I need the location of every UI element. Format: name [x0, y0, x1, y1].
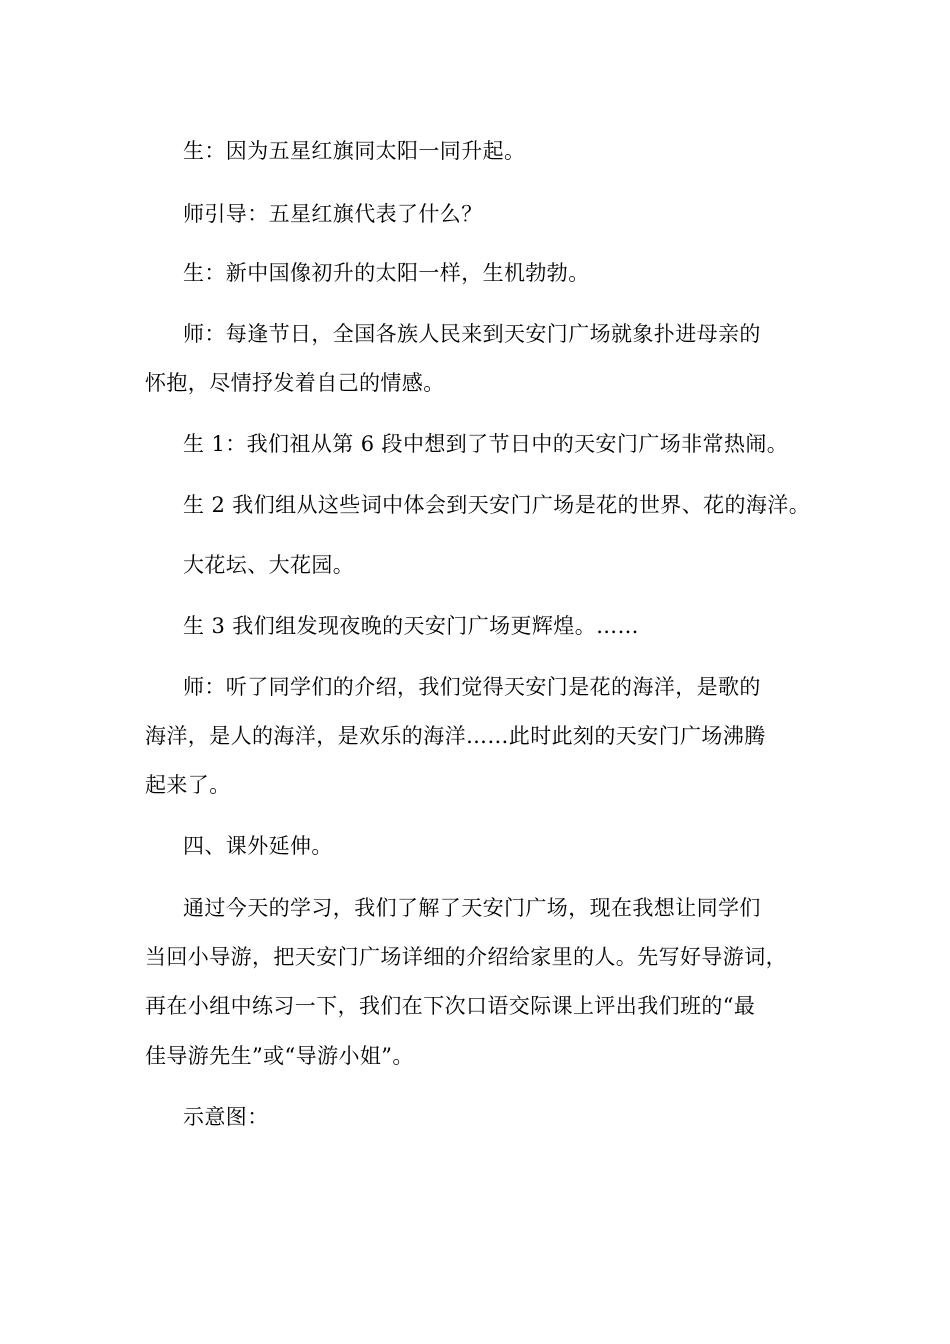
text-line-teacher-question: 师引导：五星红旗代表了什么？ — [183, 202, 483, 226]
section-heading-extension: 四、课外延伸。 — [183, 834, 333, 858]
text-line-student-3: 生 3 我们组发现夜晚的天安门广场更辉煌。…… — [183, 614, 639, 638]
text-line-teacher-summary: 师：听了同学们的介绍，我们觉得天安门是花的海洋，是歌的 — [183, 675, 761, 699]
text-line-flower-garden: 大花坛、大花园。 — [183, 553, 355, 577]
text-line-teacher-festival-cont: 怀抱，尽情抒发着自己的情感。 — [145, 371, 445, 395]
text-line-student-2: 生 2 我们组从这些词中体会到天安门广场是花的世界、花的海洋。 — [183, 493, 811, 517]
text-line-teacher-festival: 师：每逢节日，全国各族人民来到天安门广场就象扑进母亲的 — [183, 322, 761, 346]
text-line-student-1: 生 1：我们祖从第 6 段中想到了节日中的天安门广场非常热闹。 — [183, 432, 789, 456]
text-line-student-answer-china: 生：新中国像初升的太阳一样，生机勃勃。 — [183, 261, 590, 285]
text-line-homework-cont-2: 再在小组中练习一下，我们在下次口语交际课上评出我们班的“最 — [145, 994, 756, 1018]
text-line-teacher-summary-end: 起来了。 — [145, 773, 231, 797]
text-line-diagram-label: 示意图： — [183, 1105, 269, 1129]
text-line-homework-cont-1: 当回小导游，把天安门广场详细的介绍给家里的人。先写好导游词， — [145, 945, 787, 969]
text-line-teacher-summary-cont: 海洋，是人的海洋，是欢乐的海洋……此时此刻的天安门广场沸腾 — [145, 724, 766, 748]
text-line-homework-cont-3: 佳导游先生”或“导游小姐”。 — [145, 1044, 414, 1068]
text-line-homework: 通过今天的学习，我们了解了天安门广场，现在我想让同学们 — [183, 896, 761, 920]
text-line-student-answer-flag: 生：因为五星红旗同太阳一同升起。 — [183, 139, 526, 163]
